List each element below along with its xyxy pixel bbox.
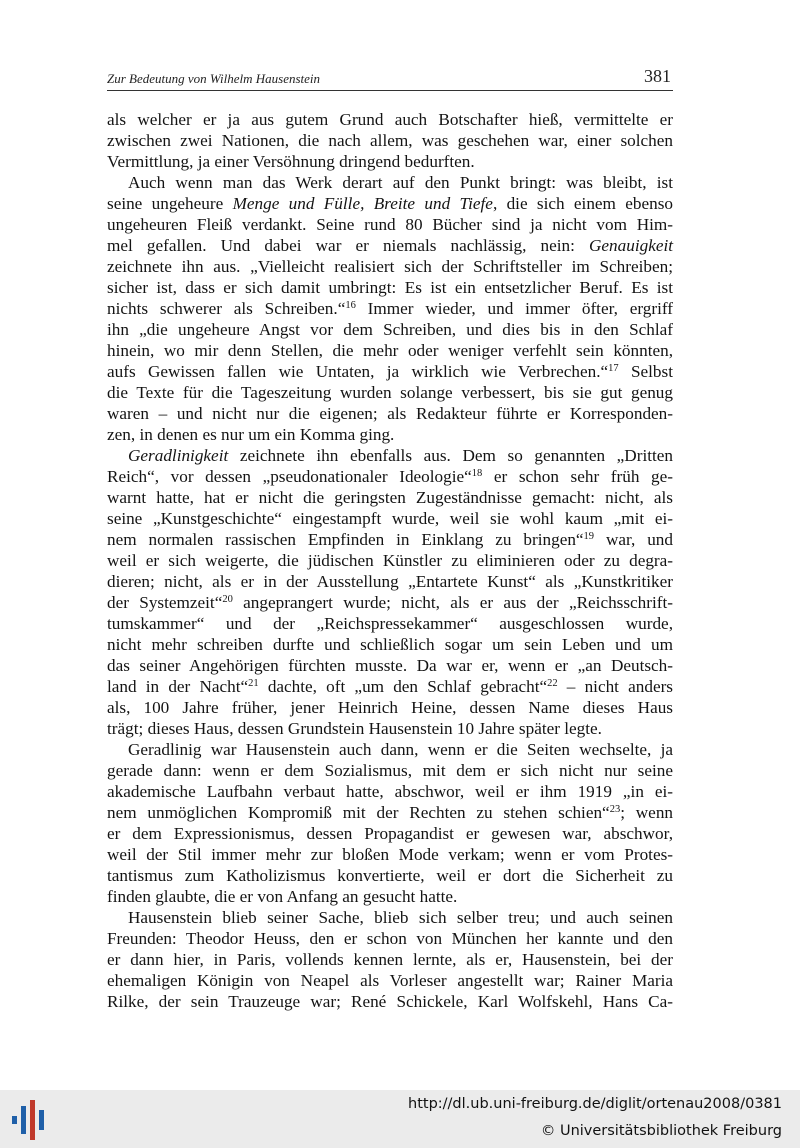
- copyright-notice: © Universitätsbibliothek Freiburg: [540, 1123, 782, 1139]
- text-line: [107, 193, 673, 214]
- text-run: seine „Kunstgeschichte“ eingestampft wurde, weil sie wohl kaum „mit ei-: [107, 509, 673, 528]
- text-run: finden glaubte, die er von Anfang an gesucht hatte.: [107, 887, 458, 906]
- text-run: ; wenn: [620, 803, 674, 822]
- text-line: [107, 655, 673, 676]
- text-line: [107, 172, 673, 193]
- text-line: [107, 781, 673, 802]
- text-line: [107, 802, 673, 823]
- text-line: [107, 571, 673, 592]
- text-run: dachte, oft „um den Schlaf gebracht“: [258, 677, 548, 696]
- emphasis-text: Genauigkeit: [589, 236, 673, 255]
- text-line: [107, 151, 673, 172]
- text-run: dieren; nicht, als er in der Ausstellung „Entartete Kunst“ als „Kunstkritiker: [107, 572, 673, 591]
- text-line: [107, 424, 673, 445]
- text-line: [107, 487, 673, 508]
- text-line: [107, 865, 673, 886]
- text-line: [107, 214, 673, 235]
- text-run: Freunden: Theodor Heuss, den er schon von München her kannte und den: [107, 929, 673, 948]
- logo-bar: [39, 1110, 44, 1130]
- text-run: Auch wenn man das Werk derart auf den Punkt bringt: was bleibt, ist: [128, 173, 673, 192]
- emphasis-text: Geradlinigkeit: [128, 446, 229, 465]
- text-run: Rilke, der sein Trauzeuge war; René Schickele, Karl Wolfskehl, Hans Ca-: [107, 992, 673, 1011]
- running-title: Zur Bedeutung von Wilhelm Hausenstein: [107, 71, 321, 86]
- text-line: [107, 613, 673, 634]
- text-run: land in der Nacht“: [107, 677, 249, 696]
- text-run: Hausenstein blieb seiner Sache, blieb sich selber treu; und auch seinen: [128, 908, 673, 927]
- text-run: seine ungeheure: [107, 194, 233, 213]
- text-run: , die sich einem ebenso: [492, 194, 673, 213]
- text-line: [107, 361, 673, 382]
- text-run: er schon sehr früh ge-: [482, 467, 673, 486]
- text-run: nichts schwerer als Schreiben.“: [107, 299, 346, 318]
- footnote-ref: 23: [609, 804, 621, 815]
- library-logo-icon: [12, 1100, 46, 1140]
- text-run: trägt; dieses Haus, dessen Grundstein Hausenstein 10 Jahre später legte.: [107, 719, 602, 738]
- text-run: zwischen zwei Nationen, die nach allem, was geschehen war, einer solchen: [107, 131, 673, 150]
- footnote-ref: 22: [547, 678, 558, 689]
- text-run: sicher ist, dass er sich damit umbringt: Es ist ein entsetzlicher Beruf. Es ist: [107, 278, 673, 297]
- text-run: der Systemzeit“: [107, 593, 223, 612]
- text-line: [107, 697, 673, 718]
- text-line: [107, 886, 673, 907]
- text-line: [107, 739, 673, 760]
- text-line: [107, 823, 673, 844]
- text-run: Reich“, vor dessen „pseudonationaler Ideologie“: [107, 467, 472, 486]
- text-line: [107, 970, 673, 991]
- footnote-ref: 16: [345, 300, 356, 311]
- text-run: als welcher er ja aus gutem Grund auch Botschafter hieß, vermittelte er: [107, 110, 673, 129]
- footnote-ref: 20: [222, 594, 233, 605]
- text-run: Geradlinig war Hausenstein auch dann, wenn er die Seiten wechselte, ja: [128, 740, 673, 759]
- text-run: zeichnete ihn aus. „Vielleicht realisiert sich der Schriftsteller im Schreiben;: [107, 257, 673, 276]
- text-line: [107, 130, 673, 151]
- text-line: [107, 445, 673, 466]
- text-run: ehemaligen Königin von Neapel als Vorleser angestellt war; Rainer Maria: [107, 971, 673, 990]
- text-line: [107, 844, 673, 865]
- text-run: tumskammer“ und der „Reichspressekammer“ ausgeschlossen wurde,: [107, 614, 673, 633]
- logo-bar: [30, 1100, 35, 1140]
- text-run: angeprangert wurde; nicht, als er aus der „Reichsschrift-: [232, 593, 673, 612]
- text-line: [107, 634, 673, 655]
- text-run: aufs Gewissen fallen wie Untaten, ja wirklich wie Verbrechen.“: [107, 362, 609, 381]
- page-number: 381: [644, 66, 671, 86]
- text-run: gerade dann: wenn er dem Sozialismus, mit dem er sich nicht nur seine: [107, 761, 673, 780]
- text-line: [107, 529, 673, 550]
- text-line: [107, 298, 673, 319]
- text-line: [107, 403, 673, 424]
- text-run: die Texte für die Tageszeitung wurden solange verbessert, bis sie gut genug: [107, 383, 673, 402]
- footnote-ref: 18: [471, 468, 483, 479]
- text-line: [107, 928, 673, 949]
- text-line: [107, 235, 673, 256]
- text-run: zeichnete ihn ebenfalls aus. Dem so genannten „Dritten: [228, 446, 673, 465]
- text-line: [107, 907, 673, 928]
- text-line: [107, 466, 673, 487]
- text-run: nicht mehr schreiben durfte und schließlich sogar um sein Leben und um: [107, 635, 673, 654]
- text-run: das seiner Angehörigen fürchten musste. Da war er, wenn er „an Deutsch-: [107, 656, 673, 675]
- text-run: tantismus zum Katholizismus konvertierte, weil er dort die Sicherheit zu: [107, 866, 673, 885]
- text-run: akademische Laufbahn verbaut hatte, abschwor, weil er ihm 1919 „in ei-: [107, 782, 673, 801]
- footer-bar: [0, 1090, 800, 1148]
- running-header: [107, 66, 673, 91]
- body-text: [107, 109, 673, 1012]
- text-run: weil er sich weigerte, die jüdischen Künstler zu eliminieren oder zu degra-: [107, 551, 673, 570]
- text-run: waren – und nicht nur die eigenen; als Redakteur führte er Korresponden-: [107, 404, 673, 423]
- text-run: Vermittlung, ja einer Versöhnung dringend bedurften.: [107, 152, 475, 171]
- text-line: [107, 277, 673, 298]
- text-line: [107, 760, 673, 781]
- permalink-url[interactable]: http://dl.ub.uni-freiburg.de/diglit/ortenau2008/0381: [408, 1096, 782, 1112]
- text-run: weil der Stil immer mehr zur bloßen Mode verkam; wenn er vom Protes-: [107, 845, 673, 864]
- text-run: – nicht anders: [557, 677, 673, 696]
- emphasis-text: Menge und Fülle, Breite und Tiefe: [232, 194, 493, 213]
- text-run: Immer wieder, und immer öfter, ergriff: [355, 299, 674, 318]
- logo-bar: [21, 1106, 26, 1134]
- text-line: [107, 340, 673, 361]
- text-line: [107, 991, 673, 1012]
- text-run: ungeheuren Fleiß verdankt. Seine rund 80 Bücher sind ja nicht vom Him-: [107, 215, 673, 234]
- text-run: nem normalen rassischen Empfinden in Einklang zu bringen“: [107, 530, 584, 549]
- text-line: [107, 508, 673, 529]
- text-run: Selbst: [618, 362, 673, 381]
- text-line: [107, 256, 673, 277]
- text-run: ihn „die ungeheure Angst vor dem Schreiben, und dies bis in den Schlaf: [107, 320, 673, 339]
- text-run: warnt hatte, hat er nicht die geringsten Zugeständnisse gemacht: nicht, als: [107, 488, 673, 507]
- text-run: als, 100 Jahre früher, jener Heinrich Heine, dessen Name dieses Haus: [107, 698, 673, 717]
- text-line: [107, 718, 673, 739]
- text-line: [107, 319, 673, 340]
- footnote-ref: 17: [608, 363, 619, 374]
- text-run: er dem Expressionismus, dessen Propagandist er gewesen war, abschwor,: [107, 824, 673, 843]
- text-run: war, und: [594, 530, 673, 549]
- text-run: hinein, wo mir denn Stellen, die mehr oder weniger verfehlt sein könnten,: [107, 341, 673, 360]
- footnote-ref: 19: [583, 531, 595, 542]
- text-run: zen, in denen es nur um ein Komma ging.: [107, 425, 395, 444]
- text-line: [107, 550, 673, 571]
- text-line: [107, 382, 673, 403]
- text-line: [107, 592, 673, 613]
- text-run: nem unmöglichen Kompromiß mit der Rechten zu stehen schien“: [107, 803, 610, 822]
- footnote-ref: 21: [248, 678, 259, 689]
- text-line: [107, 949, 673, 970]
- logo-bar: [12, 1116, 17, 1124]
- text-line: [107, 109, 673, 130]
- text-line: [107, 676, 673, 697]
- text-run: er dann hier, in Paris, vollends kennen lernte, als er, Hausenstein, bei der: [107, 950, 673, 969]
- text-run: mel gefallen. Und dabei war er niemals nachlässig, nein:: [107, 236, 589, 255]
